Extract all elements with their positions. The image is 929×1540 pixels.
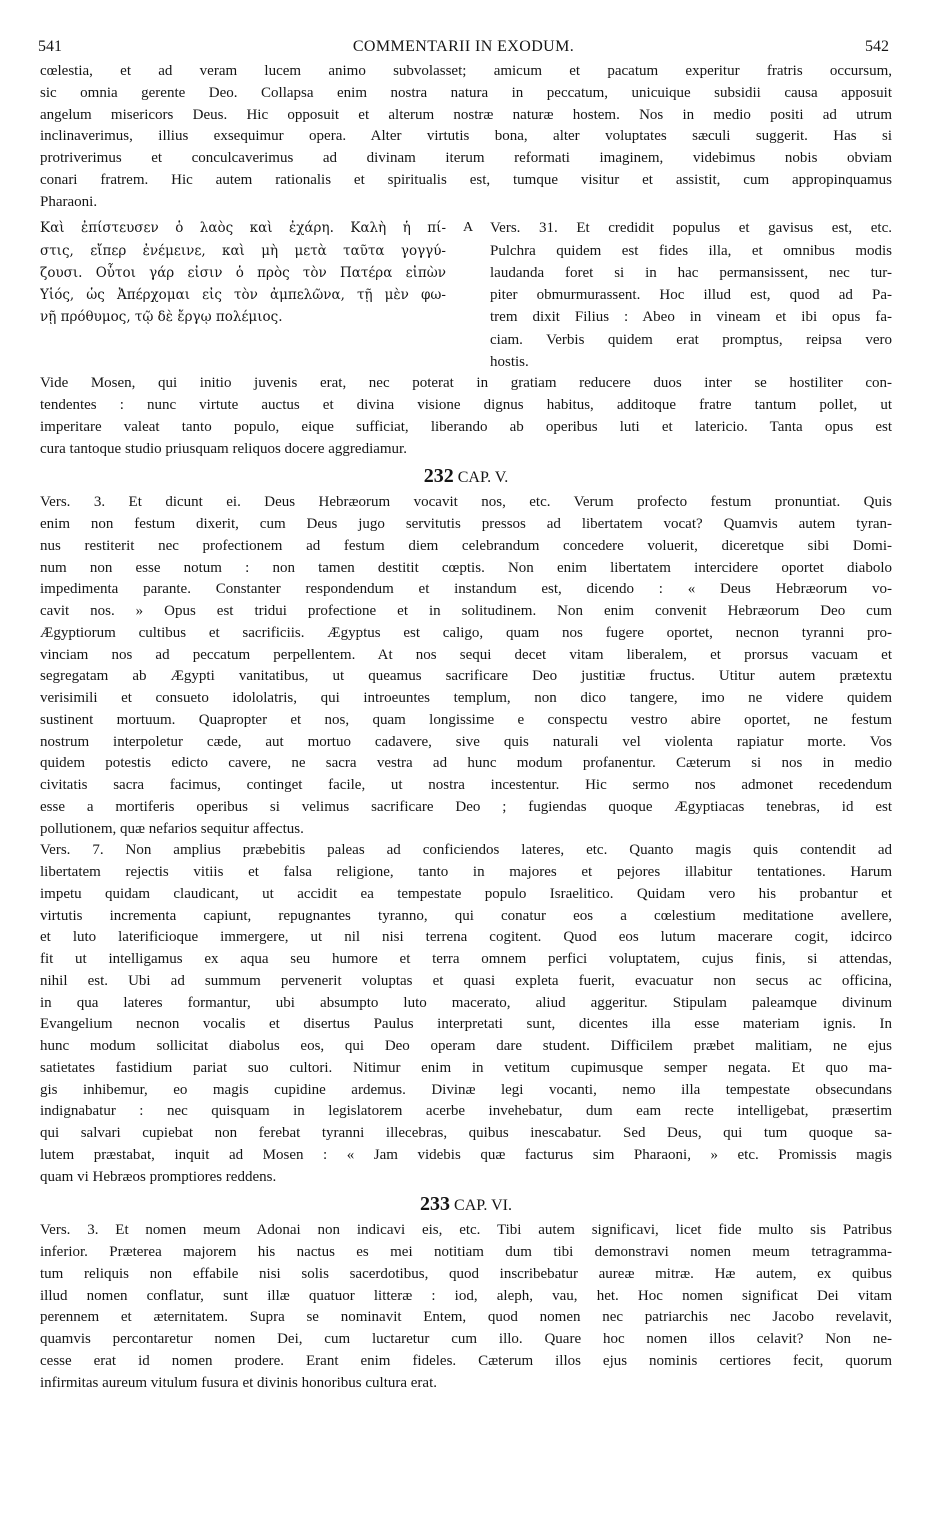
right-page-number: 542 — [865, 38, 889, 55]
latin-line: trem dixit Filius : Abeo in vineam et ibi opus fa- — [490, 309, 892, 326]
latin-line: piter obmurmurassent. Hoc illud est, quod ad Pa- — [490, 287, 892, 304]
text-line: Vers. 3. Et dicunt ei. Deus Hebræorum vocavit nos, etc. Verum profecto festum pronuntiat. Quis — [40, 494, 892, 511]
text-line: quamvis percontaretur nomen Dei, cum luctaretur cum illo. Quare hoc nomen illos celavit? Non ne- — [40, 1331, 892, 1348]
text-line: gis inhibemur, eo magis cupidine ardemus. Divinæ legi vocanti, nemo illa tempestate obsecundans — [40, 1081, 892, 1098]
text-line: inferior. Præterea majorem his nactus es mei notitiam dum tibi demonstravi nomen meum tetragramma- — [40, 1244, 892, 1261]
latin-line: ciam. Verbis quidem erat promptus, reipsa vero — [490, 331, 892, 348]
latin-line: hostis. — [490, 354, 529, 371]
chapter-title: CAP. V. — [457, 469, 509, 487]
text-line: cavit nos. » Opus est tridui profectione et in solitudinem. Non enim convenit Hebræorum Deo cum — [40, 603, 892, 620]
text-line: nostrum interpoletur cæde, aut mortuo cadavere, sive quis naturali vel violenta rapiatur morte. Vos — [40, 733, 892, 750]
greek-line: νῇ πρόθυμος, τῷ δὲ ἔργῳ πολέμιος. — [40, 309, 283, 326]
text-line: cesse erat id nomen prodere. Erant enim fideles. Cæterum illos ejus nominis certiores fecit, quorum — [40, 1352, 892, 1369]
chapter-title: CAP. VI. — [454, 1197, 512, 1215]
text-line: pollutionem, quæ nefarios sequitur affectus. — [40, 820, 304, 837]
text-line: libertatem rejectis vitiis et falsa religione, tanto in majores et pejores illabitur tentationes. Harum — [40, 864, 892, 881]
chapter-number: 232 — [423, 465, 454, 488]
text-line: tum reliquis non effabile nisi solis sacerdotibus, quod inscribebatur aureæ mitræ. Hæ autem, ex quibus — [40, 1265, 892, 1282]
left-page-number: 541 — [38, 38, 62, 55]
chapter-heading-6 — [40, 1189, 892, 1219]
chapter-number: 233 — [420, 1193, 451, 1216]
text-line: nus restiterit nec profectionem ad festum diem celebrandum concedere voluerit, diceretque sibi Domi- — [40, 537, 892, 554]
text-line: num non esse notum : non tamen destitit cœptis. Non enim libertatem intercidere oportet diabolo — [40, 559, 892, 576]
text-line: protriverimus et conculcaverimus ad divinam iterum reformati imaginem, videbimus nobis obviam — [40, 150, 892, 166]
text-line: Vers. 7. Non amplius præbebitis paleas ad conficiendos lateres, etc. Quanto magis quis contendit ad — [40, 842, 892, 859]
text-line: verisimili et consueto idololatris, qui introeuntes templum, non dico tangere, imo ne videre quidem — [40, 690, 892, 707]
greek-column — [40, 217, 446, 328]
text-line: sustinent mortuum. Quapropter et nos, quam longissime e conspectu vestro abire oportet, ne festum — [40, 711, 892, 728]
cap6-paragraph-1 — [40, 1220, 892, 1394]
text-line: imperitare valeat tanto populo, eique sufficiat, liberando ab operibus luti et latericio. Tanta opus est — [40, 418, 892, 435]
margin-letter: A — [462, 220, 474, 236]
text-line: quam vi Hebræos promptiores reddens. — [40, 1168, 277, 1185]
text-line: segregatam ab Ægypti vanitatibus, ut queamus sacrificare Deo justitiæ fructus. Utitur autem prætextu — [40, 668, 892, 685]
text-line: quidem potestis edicto cavere, ne sacra vestra ad hunc modum profanentur. Cæterum si nos in medio — [40, 755, 892, 772]
latin-line: Pulchra quidem est fides illa, et omnibus modis — [490, 242, 892, 259]
latin-line: laudanda foret si in hac permansissent, nec tur- — [490, 264, 892, 281]
text-line: perennem et æternitatem. Supra se nominavit Entem, quod nomen nec patriarchis nec Jacobo revelavit, — [40, 1309, 892, 1326]
text-line: satietates fastidium pariat suo cultori. Nitimur enim in vetitum cupimusque semper negata. Et quo ma- — [40, 1059, 892, 1076]
text-line: Evangelium necnon vocalis et disertus Paulus interpretati sunt, dicentes illa esse materiam ignis. In — [40, 1016, 892, 1033]
latin-column — [490, 217, 892, 373]
text-line: civitatis sacra facimus, continget facile, ut nostra incestentur. Hic sermo nos admonet recedendum — [40, 777, 892, 794]
intro-paragraph — [40, 61, 892, 213]
text-line: infirmitas aureum vitulum fusura et divinis honoribus cultura erat. — [40, 1374, 437, 1391]
text-line: hunc modum sollicitat diabolus eos, qui Deo operam dare student. Difficilem præbet malitiam, ne ejus — [40, 1038, 892, 1055]
text-line: cura tantoque studio priusquam reliquos docere aggrediamur. — [40, 440, 407, 457]
two-column-block — [40, 217, 892, 373]
text-line: angelum misericors Deus. Hic opposuit et alterum nostræ naturæ hostem. Nos in medio positi ad utrum — [40, 106, 892, 123]
chapter-heading-5 — [40, 461, 892, 491]
greek-line: ζουσι. Οὗτοι γάρ εἰσιν ὁ πρὸς τὸν Πατέρα εἰπὼν — [40, 264, 446, 281]
text-line: virtutis incrementa capiunt, repugnantes tyranno, qui conatur eos a cœlestium meditatione avellere, — [40, 907, 892, 924]
text-line: fit ut intelligamus ex aqua seu humore et terra omnem perfici voluptatem, cujus finis, si attendas, — [40, 951, 892, 968]
text-line: in qua lateres formantur, ubi absumpto luto macerato, aliud aggeritur. Stipulam paleamque divinum — [40, 994, 892, 1011]
text-line: et luto laterificioque immergere, ut nil nisi terrena cogitent. Quod eos lutum macerare cogit, idcirco — [40, 929, 892, 946]
text-line: nihil est. Ubi ad summum pervenerit voluptas et quasi expleta fuerit, evacuatur non secus ac officina, — [40, 972, 892, 989]
text-line: lutem præstabat, inquit ad Mosen : « Jam videbis quæ facturus sim Pharaoni, » etc. Promissis magis — [40, 1146, 892, 1163]
running-header — [38, 38, 889, 58]
text-line: conari fratrem. Hic autem rationalis et spiritualis est, tumque visitur et assistit, cum appropinquamus — [40, 171, 892, 188]
text-line: vinciam nos ad peccatum perpellentem. At nos sequi decet vitam liberalem, et prorsus vacuam et — [40, 646, 892, 663]
text-line: qui salvari cupiebat non ferebat tyranni illecebras, quibus inescabatur. Sed Deus, qui tum quoque sa- — [40, 1125, 892, 1142]
greek-line: στις, εἴπερ ἐνέμεινε, καὶ μὴ μετὰ ταῦτα γογγύ- — [40, 242, 446, 259]
text-line: tendentes : nunc virtute auctus et divina visione dignus habitus, additoque fratre tantum pollet, ut — [40, 397, 892, 414]
text-line: impetu quidam claudicant, ut accidit ea tempestate populo Israelitico. Quidam vero his probantur et — [40, 885, 892, 902]
greek-line: Υἱός, ὡς Ἀπέρχομαι εἰς τὸν ἀμπελῶνα, τῇ μὲν φω- — [40, 287, 446, 304]
text-line: sic omnia gerente Deo. Collapsa enim nostra natura in peccatum, unicuique subsidii causa apposuit — [40, 84, 892, 101]
text-line: enim non festum dixerit, cum Deus jugo servitutis pressos ad libertatem vocat? Quamvis autem tyran- — [40, 516, 892, 533]
text-line: Pharaoni. — [40, 193, 98, 210]
after-columns-paragraph — [40, 373, 892, 460]
text-line: cœlestia, et ad veram lucem animo subvolasset; amicum et pacatum experitur fratris occursum, — [40, 63, 892, 79]
text-line: illud nomen conflatur, sunt illæ quatuor litteræ : iod, aleph, vau, het. Hoc nomen significat Dei vitam — [40, 1287, 892, 1304]
cap5-paragraph-2 — [40, 840, 892, 1188]
text-line: Vide Mosen, qui initio juvenis erat, nec poterat in gratiam reducere duos inter se hostiliter con- — [40, 375, 892, 392]
page-body — [40, 61, 892, 1394]
text-line: indignabatur : nec quisquam in legislatorem acerbe invehebatur, dum eam recte intelligebat, præsertim — [40, 1103, 892, 1120]
latin-line: Vers. 31. Et credidit populus et gavisus est, etc. — [490, 220, 892, 237]
greek-line: Καὶ ἐπίστευσεν ὁ λαὸς καὶ ἐχάρη. Καλὴ ἡ πί- — [40, 220, 446, 237]
cap5-paragraph-1 — [40, 492, 892, 840]
text-line: esse a mortiferis operibus si velimus sacrificare Deo ; fugiendas quoque Ægyptiacas tenebras, id est — [40, 798, 892, 815]
text-line: Ægyptiorum cultibus et sacrificiis. Ægyptus est caligo, quam nos fugere oportet, necnon tyranni pro- — [40, 624, 892, 641]
text-line: Vers. 3. Et nomen meum Adonai non indicavi eis, etc. Tibi autem significavi, licet fide multo sis Patribus — [40, 1222, 892, 1239]
text-line: impedimenta parante. Constanter respondendum et instandum est, dicendo : « Deus Hebræorum vo- — [40, 581, 892, 598]
running-title: COMMENTARII IN EXODUM. — [352, 38, 575, 55]
text-line: inclinaverimus, illius exsequimur opera. Alter virtutis bona, alter voluptates sæculi suggerit. Has si — [40, 128, 892, 145]
